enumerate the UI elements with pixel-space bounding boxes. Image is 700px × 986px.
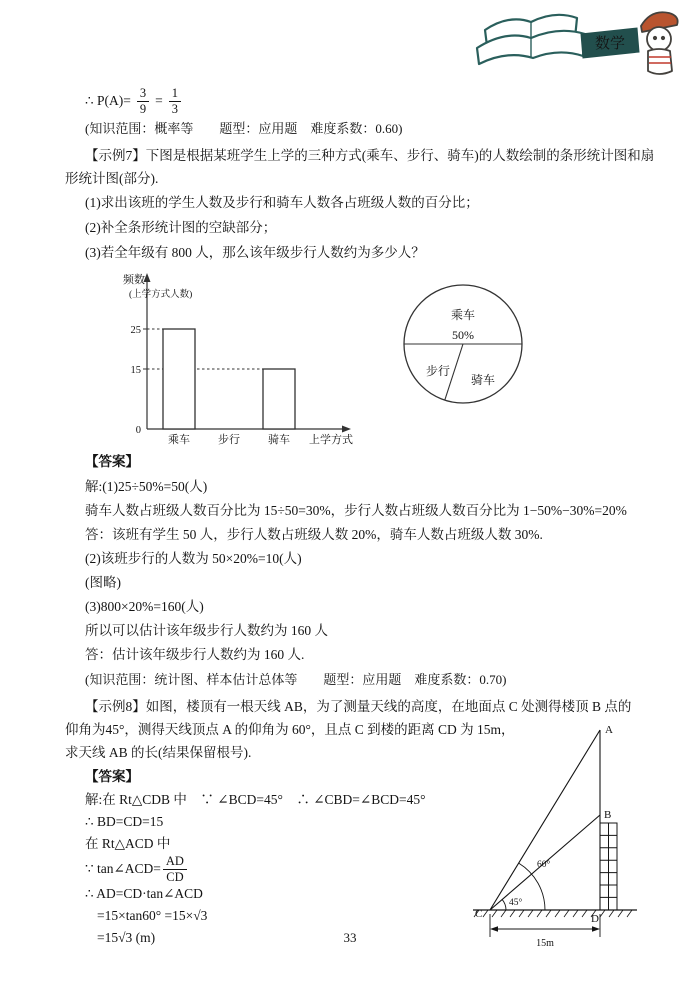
angle-arc-45 (502, 900, 506, 910)
answer-line: =15√3 (m) (97, 930, 156, 945)
knowledge-scope-note-2: (知识范围：统计图、样本估计总体等 题型：应用题 难度系数：0.70) (85, 672, 507, 687)
ytick-15: 15 (130, 365, 141, 376)
header-logo (473, 4, 688, 84)
example7-q3: (3)若全年级有 800 人，那么该年级步行人数约为多少人？ (85, 245, 425, 260)
bar-qiche (263, 369, 295, 429)
answer-line: 所以可以估计该年级步行人数约为 160 人 (85, 623, 328, 638)
cat-label-chengche: 乘车 (168, 434, 190, 446)
answer-line: 答：该班有学生 50 人，步行人数占班级人数 20%，骑车人数占班级人数 30%. (85, 527, 543, 542)
example7-title: 【示例7】下图是根据某班学生上学的三种方式(乘车、步行、骑车)的人数绘制的条形统计图和扇形统计图(部分). (65, 148, 655, 186)
example8-title-line1: 【示例8】如图，楼顶有一根天线 AB，为了测量天线的高度，在地面点 C 处测得楼顶 B 点的 (85, 699, 632, 714)
answer-line: (3)800×20%=160(人) (85, 599, 204, 614)
subject-badge-label: 数学 (594, 36, 626, 52)
page-number: 33 (343, 930, 357, 945)
example8-title-line2: 仰角为45°，测得天线顶点 A 的仰角为 60°，且点 C 到楼的距离 CD 为 15m， (65, 722, 515, 737)
open-books-icon (477, 15, 585, 64)
point-label-B: B (604, 809, 612, 821)
sight-line-CA (490, 730, 600, 910)
bar-chart-ylabel-note: (上学方式人数) (129, 290, 193, 300)
pie-chart-wrap (400, 281, 530, 416)
pie-chart (400, 281, 530, 411)
dimension-label-15m: 15m (536, 938, 554, 949)
point-label-D: D (591, 913, 599, 925)
conclusion-prefix: ∴ P(A)= (85, 93, 131, 108)
subject-badge (581, 28, 639, 58)
answer-line: 解:(1)25÷50%=50(人) (85, 479, 208, 494)
fraction-1-3: $\frac{1}{3}$ (169, 86, 181, 116)
example7-q2: (2)补全条形统计图的空缺部分； (85, 220, 277, 235)
angle-arc-60 (519, 863, 545, 910)
cartoon-mascot-icon (641, 12, 678, 74)
example7-answer-header: 【答案】 (85, 454, 139, 469)
answer-line: ∴ BD=CD=15 (85, 814, 164, 829)
building-windows (600, 823, 617, 910)
example8-title-line3: 求天线 AB 的长(结果保留根号). (65, 745, 252, 760)
bar-chart-ylabel: 频数 (123, 274, 145, 286)
bar-chengche (163, 329, 195, 429)
elevation-diagram (465, 715, 665, 950)
answer-line: 答：估计该年级步行人数约为 160 人. (85, 647, 305, 662)
angle-label-45: 45° (509, 898, 523, 908)
pie-label-chengche: 乘车 (450, 308, 476, 322)
tan-prefix: ∵ tan∠ACD= (85, 861, 161, 876)
pie-label-buxing: 步行 (425, 364, 451, 378)
example7-figures (95, 269, 657, 447)
cat-label-qiche: 骑车 (268, 434, 290, 446)
example8-answer-header: 【答案】 (85, 769, 139, 784)
fraction-ad-cd: $\frac{AD}{CD}$ (163, 854, 187, 884)
answer-line: 骑车人数占班级人数百分比为 15÷50=30%，步行人数占班级人数百分比为 1−50%−30%=20% (85, 503, 627, 518)
ytick-0: 0 (135, 425, 141, 436)
example7-q1: (1)求出该班的学生人数及步行和骑车人数各占班级人数的百分比； (85, 195, 479, 210)
pie-label-50pct: 50% (452, 328, 474, 342)
pie-label-qiche: 骑车 (470, 373, 496, 387)
probability-conclusion (65, 86, 657, 116)
answer-line: 在 Rt△ACD 中 (85, 836, 171, 851)
point-label-C: C (475, 908, 483, 920)
answer-line: =15×tan60° =15×√3 (97, 908, 208, 923)
knowledge-scope-note-1: (知识范围：概率等 题型：应用题 难度系数：0.60) (85, 121, 403, 136)
page-content (65, 86, 657, 953)
answer-line: 解:在 Rt△CDB 中 ∵ ∠BCD=45° ∴ ∠CBD=∠BCD=45° (85, 792, 426, 807)
answer-line: (图略) (85, 575, 121, 590)
equals-sign: = (155, 93, 163, 108)
fraction-3-9: $\frac{3}{9}$ (137, 86, 149, 116)
cat-label-buxing: 步行 (218, 434, 240, 446)
example8-section (65, 695, 657, 953)
ytick-25: 25 (130, 325, 141, 336)
answer-line: ∴ AD=CD·tan∠ACD (85, 886, 203, 901)
bar-chart (95, 269, 360, 447)
angle-label-60: 60° (537, 860, 551, 870)
bar-chart-xlabel: 上学方式 (309, 434, 353, 446)
point-label-A: A (605, 724, 613, 736)
ground-hatching (474, 910, 632, 917)
answer-line: (2)该班步行的人数为 50×20%=10(人) (85, 551, 302, 566)
